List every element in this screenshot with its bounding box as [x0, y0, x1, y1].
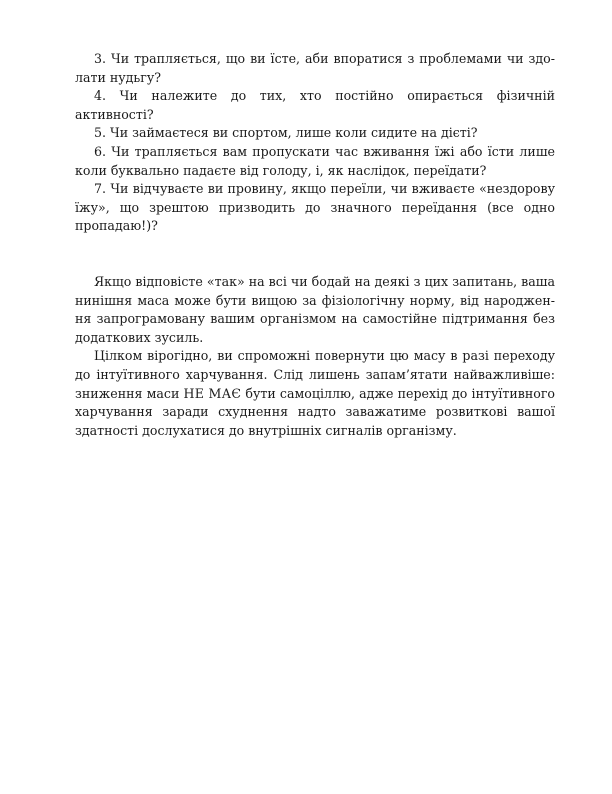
paragraph-intuitive-eating-start: Цілком вірогідно, ви спроможні повернути цю масу в разі переходу до інтуїтивного харчування. Слід лишень запам’ятати найважливіше: зниження маси: [75, 348, 555, 401]
question-6: 6. Чи трапляється вам пропускати час вживання їжі або їсти лише коли буквально падаєте від голоду, і, як наслідок, переїдати?: [75, 143, 555, 178]
question-4: 4. Чи належите до тих, хто постійно опирається фізичній активності?: [75, 88, 555, 122]
page-content: [75, 50, 555, 440]
emphasis-not-must: НЕ МАЄ: [183, 385, 242, 401]
question-3: 3. Чи трапляється, що ви їсте, аби впоратися з проблемами чи здолати нудьгу?: [75, 51, 555, 85]
paragraph-intuitive-eating-end: бути самоціллю, адже перехід до інтуїтивного харчування заради схуднення надто заважатиме розвиткові вашої здатності дослухатися до внутрішніх сигналів організму.: [75, 385, 555, 438]
paragraph-intuitive-eating: [75, 347, 555, 440]
paragraph-answer-yes: Якщо відповісте «так» на всі чи бодай на деякі з цих запитань, ваша нинішня маса може бути вищою за фізіологічну норму, від народження запрограмовану вашим організмом на самостійне підтримання без додаткових зусиль.: [75, 273, 555, 345]
question-5: 5. Чи займаєтеся ви спортом, лише коли сидите на дієті?: [94, 125, 478, 141]
question-7: 7. Чи відчуваєте ви провину, якщо переїли, чи вживаєте «нездорову їжу», що зрештою призводить до значного переїдання (все одно пропадаю!)?: [75, 181, 555, 234]
section-gap: [75, 236, 555, 273]
